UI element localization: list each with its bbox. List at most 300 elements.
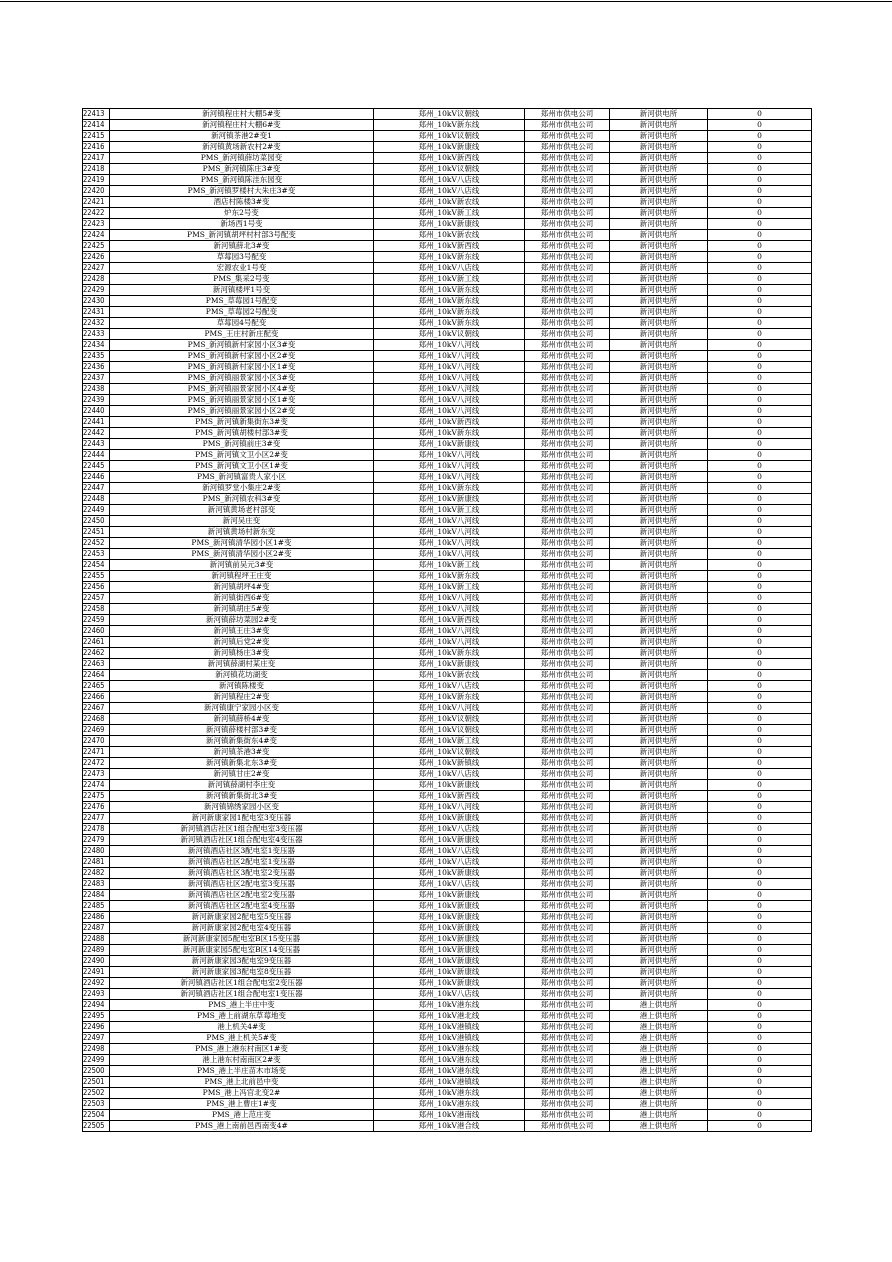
transformer-name-cell: 新河镇酒店社区2配电室2变压器: [110, 890, 374, 901]
company-cell: 郑州市供电公司: [525, 1055, 610, 1066]
value-cell: 0: [708, 813, 812, 824]
value-cell: 0: [708, 857, 812, 868]
company-cell: 郑州市供电公司: [525, 219, 610, 230]
value-cell: 0: [708, 230, 812, 241]
feeder-line-cell: 郑州_10kV新东线: [374, 692, 525, 703]
company-cell: 郑州市供电公司: [525, 274, 610, 285]
row-id-cell: 22477: [83, 813, 110, 824]
row-id-cell: 22435: [83, 351, 110, 362]
transformer-name-cell: 新河镇茶港3#变: [110, 747, 374, 758]
transformer-name-cell: PMS_草莓园2号配变: [110, 307, 374, 318]
table-row: [83, 1055, 812, 1066]
station-cell: 新河供电所: [610, 120, 708, 131]
company-cell: 郑州市供电公司: [525, 846, 610, 857]
value-cell: 0: [708, 131, 812, 142]
station-cell: 新河供电所: [610, 923, 708, 934]
transformer-name-cell: 新河镇黄场村新东变: [110, 527, 374, 538]
transformer-name-cell: PMS_港上机关5#变: [110, 1033, 374, 1044]
feeder-line-cell: 郑州_10kV议朝线: [374, 109, 525, 120]
feeder-line-cell: 郑州_10kV议朝线: [374, 131, 525, 142]
station-cell: 新河供电所: [610, 901, 708, 912]
station-cell: 港上供电所: [610, 1055, 708, 1066]
transformer-name-cell: 新河镇新集街北3#变: [110, 791, 374, 802]
transformer-name-cell: PMS_新河镇陈洼东园变: [110, 175, 374, 186]
table-row: [83, 978, 812, 989]
row-id-cell: 22447: [83, 483, 110, 494]
row-id-cell: 22415: [83, 131, 110, 142]
row-id-cell: 22462: [83, 648, 110, 659]
transformer-name-cell: 新河镇薛坊菜园2#变: [110, 615, 374, 626]
value-cell: 0: [708, 296, 812, 307]
company-cell: 郑州市供电公司: [525, 1033, 610, 1044]
station-cell: 新河供电所: [610, 549, 708, 560]
feeder-line-cell: 郑州_10kV新西线: [374, 241, 525, 252]
table-row: [83, 945, 812, 956]
row-id-cell: 22476: [83, 802, 110, 813]
value-cell: 0: [708, 703, 812, 714]
row-id-cell: 22436: [83, 362, 110, 373]
company-cell: 郑州市供电公司: [525, 725, 610, 736]
station-cell: 新河供电所: [610, 439, 708, 450]
station-cell: 港上供电所: [610, 1044, 708, 1055]
row-id-cell: 22451: [83, 527, 110, 538]
value-cell: 0: [708, 1121, 812, 1132]
company-cell: 郑州市供电公司: [525, 373, 610, 384]
table-row: [83, 450, 812, 461]
table-row: [83, 395, 812, 406]
table-row: [83, 285, 812, 296]
transformer-name-cell: 新河镇后党2#变: [110, 637, 374, 648]
feeder-line-cell: 郑州_10kV新西线: [374, 417, 525, 428]
company-cell: 郑州市供电公司: [525, 560, 610, 571]
row-id-cell: 22471: [83, 747, 110, 758]
transformer-name-cell: PMS_新河镇新村家园小区2#变: [110, 351, 374, 362]
station-cell: 新河供电所: [610, 813, 708, 824]
row-id-cell: 22463: [83, 659, 110, 670]
transformer-name-cell: 新河镇薛北3#变: [110, 241, 374, 252]
transformer-name-cell: PMS_新河镇文卫小区2#变: [110, 450, 374, 461]
company-cell: 郑州市供电公司: [525, 439, 610, 450]
value-cell: 0: [708, 901, 812, 912]
station-cell: 新河供电所: [610, 186, 708, 197]
feeder-line-cell: 郑州_10kV八河线: [374, 406, 525, 417]
transformer-name-cell: 新河镇酒店社区1组合配电室4变压器: [110, 835, 374, 846]
company-cell: 郑州市供电公司: [525, 384, 610, 395]
station-cell: 新河供电所: [610, 725, 708, 736]
company-cell: 郑州市供电公司: [525, 945, 610, 956]
station-cell: 新河供电所: [610, 945, 708, 956]
company-cell: 郑州市供电公司: [525, 1022, 610, 1033]
row-id-cell: 22469: [83, 725, 110, 736]
table-row: [83, 307, 812, 318]
feeder-line-cell: 郑州_10kV八店线: [374, 989, 525, 1000]
station-cell: 新河供电所: [610, 780, 708, 791]
transformer-name-cell: 新河镇程庄村大棚6#变: [110, 120, 374, 131]
station-cell: 新河供电所: [610, 582, 708, 593]
feeder-line-cell: 郑州_10kV港东线: [374, 1000, 525, 1011]
station-cell: 新河供电所: [610, 340, 708, 351]
table-row: [83, 967, 812, 978]
feeder-line-cell: 郑州_10kV港东线: [374, 1044, 525, 1055]
table-row: [83, 461, 812, 472]
value-cell: 0: [708, 186, 812, 197]
row-id-cell: 22437: [83, 373, 110, 384]
row-id-cell: 22465: [83, 681, 110, 692]
company-cell: 郑州市供电公司: [525, 582, 610, 593]
value-cell: 0: [708, 142, 812, 153]
company-cell: 郑州市供电公司: [525, 714, 610, 725]
transformer-name-cell: PMS_新河镇薛坊菜园变: [110, 153, 374, 164]
table-row: [83, 131, 812, 142]
value-cell: 0: [708, 285, 812, 296]
transformer-name-cell: 新河新康家园3配电室8变压器: [110, 967, 374, 978]
company-cell: 郑州市供电公司: [525, 747, 610, 758]
transformer-name-cell: 新河镇王庄3#变: [110, 626, 374, 637]
station-cell: 新河供电所: [610, 274, 708, 285]
company-cell: 郑州市供电公司: [525, 307, 610, 318]
table-row: [83, 120, 812, 131]
row-id-cell: 22470: [83, 736, 110, 747]
value-cell: 0: [708, 549, 812, 560]
station-cell: 新河供电所: [610, 835, 708, 846]
station-cell: 新河供电所: [610, 967, 708, 978]
table-row: [83, 1044, 812, 1055]
station-cell: 新河供电所: [610, 692, 708, 703]
table-row: [83, 1066, 812, 1077]
transformer-name-cell: 新河镇胡庄5#变: [110, 604, 374, 615]
feeder-line-cell: 郑州_10kV新康线: [374, 956, 525, 967]
transformer-name-cell: 新河新康家园3配电室9变压器: [110, 956, 374, 967]
feeder-line-cell: 郑州_10kV新东线: [374, 252, 525, 263]
station-cell: 港上供电所: [610, 1011, 708, 1022]
table-row: [83, 318, 812, 329]
feeder-line-cell: 郑州_10kV新康线: [374, 923, 525, 934]
table-row: [83, 1110, 812, 1121]
row-id-cell: 22429: [83, 285, 110, 296]
transformer-name-cell: 宏源农业1号变: [110, 263, 374, 274]
company-cell: 郑州市供电公司: [525, 351, 610, 362]
feeder-line-cell: 郑州_10kV新康线: [374, 978, 525, 989]
row-id-cell: 22467: [83, 703, 110, 714]
value-cell: 0: [708, 593, 812, 604]
feeder-line-cell: 郑州_10kV八河线: [374, 384, 525, 395]
transformer-name-cell: PMS_港上冯官北变2#: [110, 1088, 374, 1099]
feeder-line-cell: 郑州_10kV议朝线: [374, 164, 525, 175]
table-row: [83, 923, 812, 934]
company-cell: 郑州市供电公司: [525, 835, 610, 846]
transformer-name-cell: 港上机关4#变: [110, 1022, 374, 1033]
station-cell: 新河供电所: [610, 109, 708, 120]
transformer-name-cell: 酒店村陈楼3#变: [110, 197, 374, 208]
value-cell: 0: [708, 560, 812, 571]
feeder-line-cell: 郑州_10kV八店线: [374, 824, 525, 835]
value-cell: 0: [708, 263, 812, 274]
value-cell: 0: [708, 494, 812, 505]
feeder-line-cell: 郑州_10kV新西线: [374, 791, 525, 802]
company-cell: 郑州市供电公司: [525, 1011, 610, 1022]
feeder-line-cell: 郑州_10kV港东线: [374, 1088, 525, 1099]
transformer-name-cell: 新河镇酒店社区1组合配电室1变压器: [110, 989, 374, 1000]
table-row: [83, 472, 812, 483]
feeder-line-cell: 郑州_10kV八河线: [374, 472, 525, 483]
feeder-line-cell: 郑州_10kV八河线: [374, 516, 525, 527]
company-cell: 郑州市供电公司: [525, 109, 610, 120]
row-id-cell: 22490: [83, 956, 110, 967]
value-cell: 0: [708, 373, 812, 384]
station-cell: 新河供电所: [610, 263, 708, 274]
table-row: [83, 912, 812, 923]
station-cell: 新河供电所: [610, 395, 708, 406]
station-cell: 新河供电所: [610, 472, 708, 483]
row-id-cell: 22468: [83, 714, 110, 725]
row-id-cell: 22452: [83, 538, 110, 549]
value-cell: 0: [708, 472, 812, 483]
company-cell: 郑州市供电公司: [525, 868, 610, 879]
feeder-line-cell: 郑州_10kV新康线: [374, 835, 525, 846]
transformer-table: [82, 108, 812, 1132]
feeder-line-cell: 郑州_10kV港东线: [374, 1099, 525, 1110]
value-cell: 0: [708, 340, 812, 351]
row-id-cell: 22421: [83, 197, 110, 208]
row-id-cell: 22484: [83, 890, 110, 901]
transformer-name-cell: PMS_新河镇农科3#变: [110, 494, 374, 505]
feeder-line-cell: 郑州_10kV新东线: [374, 120, 525, 131]
transformer-name-cell: PMS_新河镇新村家园小区3#变: [110, 340, 374, 351]
value-cell: 0: [708, 307, 812, 318]
feeder-line-cell: 郑州_10kV新康线: [374, 890, 525, 901]
transformer-name-cell: 新河镇黄场新农村2#变: [110, 142, 374, 153]
station-cell: 新河供电所: [610, 175, 708, 186]
row-id-cell: 22492: [83, 978, 110, 989]
transformer-name-cell: PMS_新河镇新集街东3#变: [110, 417, 374, 428]
value-cell: 0: [708, 406, 812, 417]
value-cell: 0: [708, 725, 812, 736]
feeder-line-cell: 郑州_10kV新康线: [374, 813, 525, 824]
value-cell: 0: [708, 527, 812, 538]
feeder-line-cell: 郑州_10kV新工线: [374, 208, 525, 219]
company-cell: 郑州市供电公司: [525, 175, 610, 186]
company-cell: 郑州市供电公司: [525, 626, 610, 637]
station-cell: 新河供电所: [610, 571, 708, 582]
value-cell: 0: [708, 1055, 812, 1066]
transformer-name-cell: 新河新康家园2配电室4变压器: [110, 923, 374, 934]
table-row: [83, 1077, 812, 1088]
value-cell: 0: [708, 1044, 812, 1055]
station-cell: 新河供电所: [610, 857, 708, 868]
transformer-name-cell: 新河镇前吴元3#变: [110, 560, 374, 571]
value-cell: 0: [708, 626, 812, 637]
table-row: [83, 747, 812, 758]
company-cell: 郑州市供电公司: [525, 571, 610, 582]
value-cell: 0: [708, 846, 812, 857]
station-cell: 新河供电所: [610, 362, 708, 373]
value-cell: 0: [708, 197, 812, 208]
feeder-line-cell: 郑州_10kV八河线: [374, 802, 525, 813]
company-cell: 郑州市供电公司: [525, 395, 610, 406]
table-row: [83, 384, 812, 395]
station-cell: 新河供电所: [610, 351, 708, 362]
station-cell: 新河供电所: [610, 956, 708, 967]
table-row: [83, 197, 812, 208]
value-cell: 0: [708, 604, 812, 615]
station-cell: 新河供电所: [610, 868, 708, 879]
row-id-cell: 22431: [83, 307, 110, 318]
feeder-line-cell: 郑州_10kV议朝线: [374, 714, 525, 725]
transformer-name-cell: PMS_新河镇清华园小区1#变: [110, 538, 374, 549]
company-cell: 郑州市供电公司: [525, 120, 610, 131]
table-row: [83, 571, 812, 582]
feeder-line-cell: 郑州_10kV八店线: [374, 846, 525, 857]
value-cell: 0: [708, 879, 812, 890]
company-cell: 郑州市供电公司: [525, 406, 610, 417]
transformer-name-cell: 新河镇街西6#变: [110, 593, 374, 604]
station-cell: 新河供电所: [610, 802, 708, 813]
table-row: [83, 989, 812, 1000]
company-cell: 郑州市供电公司: [525, 813, 610, 824]
row-id-cell: 22432: [83, 318, 110, 329]
feeder-line-cell: 郑州_10kV八河线: [374, 626, 525, 637]
company-cell: 郑州市供电公司: [525, 340, 610, 351]
company-cell: 郑州市供电公司: [525, 252, 610, 263]
transformer-name-cell: PMS_新河镇罗楼村大朱庄3#变: [110, 186, 374, 197]
value-cell: 0: [708, 802, 812, 813]
value-cell: 0: [708, 120, 812, 131]
table-row: [83, 274, 812, 285]
row-id-cell: 22445: [83, 461, 110, 472]
value-cell: 0: [708, 241, 812, 252]
value-cell: 0: [708, 692, 812, 703]
table-row: [83, 373, 812, 384]
table-row: [83, 714, 812, 725]
transformer-name-cell: PMS_新河镇胡坪村村部3号配变: [110, 230, 374, 241]
row-id-cell: 22430: [83, 296, 110, 307]
row-id-cell: 22414: [83, 120, 110, 131]
transformer-name-cell: 新河新康家园1配电室3变压器: [110, 813, 374, 824]
table-row: [83, 1011, 812, 1022]
transformer-name-cell: 新河镇甘庄2#变: [110, 769, 374, 780]
feeder-line-cell: 郑州_10kV新康线: [374, 934, 525, 945]
table-row: [83, 362, 812, 373]
value-cell: 0: [708, 109, 812, 120]
company-cell: 郑州市供电公司: [525, 901, 610, 912]
transformer-name-cell: 新河镇胡坪4#变: [110, 582, 374, 593]
value-cell: 0: [708, 208, 812, 219]
value-cell: 0: [708, 1110, 812, 1121]
transformer-name-cell: 新河镇杨庄3#变: [110, 648, 374, 659]
value-cell: 0: [708, 1066, 812, 1077]
feeder-line-cell: 郑州_10kV新东线: [374, 285, 525, 296]
row-id-cell: 22423: [83, 219, 110, 230]
value-cell: 0: [708, 384, 812, 395]
row-id-cell: 22501: [83, 1077, 110, 1088]
station-cell: 新河供电所: [610, 659, 708, 670]
table-row: [83, 725, 812, 736]
table-row: [83, 351, 812, 362]
feeder-line-cell: 郑州_10kV议朝线: [374, 747, 525, 758]
table-row: [83, 824, 812, 835]
station-cell: 新河供电所: [610, 560, 708, 571]
row-id-cell: 22460: [83, 626, 110, 637]
table-row: [83, 417, 812, 428]
station-cell: 新河供电所: [610, 428, 708, 439]
value-cell: 0: [708, 615, 812, 626]
table-row: [83, 736, 812, 747]
company-cell: 郑州市供电公司: [525, 296, 610, 307]
feeder-line-cell: 郑州_10kV新东线: [374, 648, 525, 659]
transformer-name-cell: PMS_新河镇丽景家园小区2#变: [110, 406, 374, 417]
value-cell: 0: [708, 164, 812, 175]
feeder-line-cell: 郑州_10kV新康线: [374, 439, 525, 450]
feeder-line-cell: 郑州_10kV议朝线: [374, 329, 525, 340]
company-cell: 郑州市供电公司: [525, 890, 610, 901]
value-cell: 0: [708, 1033, 812, 1044]
company-cell: 郑州市供电公司: [525, 923, 610, 934]
station-cell: 港上供电所: [610, 1088, 708, 1099]
station-cell: 新河供电所: [610, 824, 708, 835]
value-cell: 0: [708, 758, 812, 769]
row-id-cell: 22422: [83, 208, 110, 219]
table-row: [83, 329, 812, 340]
feeder-line-cell: 郑州_10kV新康线: [374, 967, 525, 978]
row-id-cell: 22457: [83, 593, 110, 604]
station-cell: 新河供电所: [610, 934, 708, 945]
company-cell: 郑州市供电公司: [525, 428, 610, 439]
station-cell: 新河供电所: [610, 329, 708, 340]
value-cell: 0: [708, 714, 812, 725]
feeder-line-cell: 郑州_10kV议朝线: [374, 725, 525, 736]
table-row: [83, 164, 812, 175]
company-cell: 郑州市供电公司: [525, 791, 610, 802]
value-cell: 0: [708, 395, 812, 406]
table-row: [83, 406, 812, 417]
value-cell: 0: [708, 989, 812, 1000]
table-row: [83, 516, 812, 527]
station-cell: 新河供电所: [610, 197, 708, 208]
feeder-line-cell: 郑州_10kV新农线: [374, 230, 525, 241]
row-id-cell: 22449: [83, 505, 110, 516]
table-row: [83, 956, 812, 967]
transformer-name-cell: 新河新康家园5配电室B区15变压器: [110, 934, 374, 945]
feeder-line-cell: 郑州_10kV港北线: [374, 1011, 525, 1022]
station-cell: 新河供电所: [610, 637, 708, 648]
transformer-name-cell: PMS_新河镇文卫小区1#变: [110, 461, 374, 472]
company-cell: 郑州市供电公司: [525, 153, 610, 164]
row-id-cell: 22464: [83, 670, 110, 681]
feeder-line-cell: 郑州_10kV新康线: [374, 912, 525, 923]
station-cell: 新河供电所: [610, 747, 708, 758]
table-row: [83, 296, 812, 307]
transformer-name-cell: 新河镇酒店社区2配电室3变压器: [110, 879, 374, 890]
feeder-line-cell: 郑州_10kV八河线: [374, 703, 525, 714]
transformer-name-cell: 草莓园3号配变: [110, 252, 374, 263]
table-row: [83, 1033, 812, 1044]
value-cell: 0: [708, 219, 812, 230]
row-id-cell: 22434: [83, 340, 110, 351]
value-cell: 0: [708, 835, 812, 846]
feeder-line-cell: 郑州_10kV新工线: [374, 274, 525, 285]
transformer-name-cell: PMS_新河镇陈庄3#变: [110, 164, 374, 175]
company-cell: 郑州市供电公司: [525, 1066, 610, 1077]
company-cell: 郑州市供电公司: [525, 1077, 610, 1088]
transformer-name-cell: 草莓园4号配变: [110, 318, 374, 329]
station-cell: 新河供电所: [610, 494, 708, 505]
row-id-cell: 22416: [83, 142, 110, 153]
row-id-cell: 22499: [83, 1055, 110, 1066]
table-row: [83, 857, 812, 868]
company-cell: 郑州市供电公司: [525, 285, 610, 296]
row-id-cell: 22479: [83, 835, 110, 846]
transformer-name-cell: 新河镇酒店社区1组合配电室2变压器: [110, 978, 374, 989]
